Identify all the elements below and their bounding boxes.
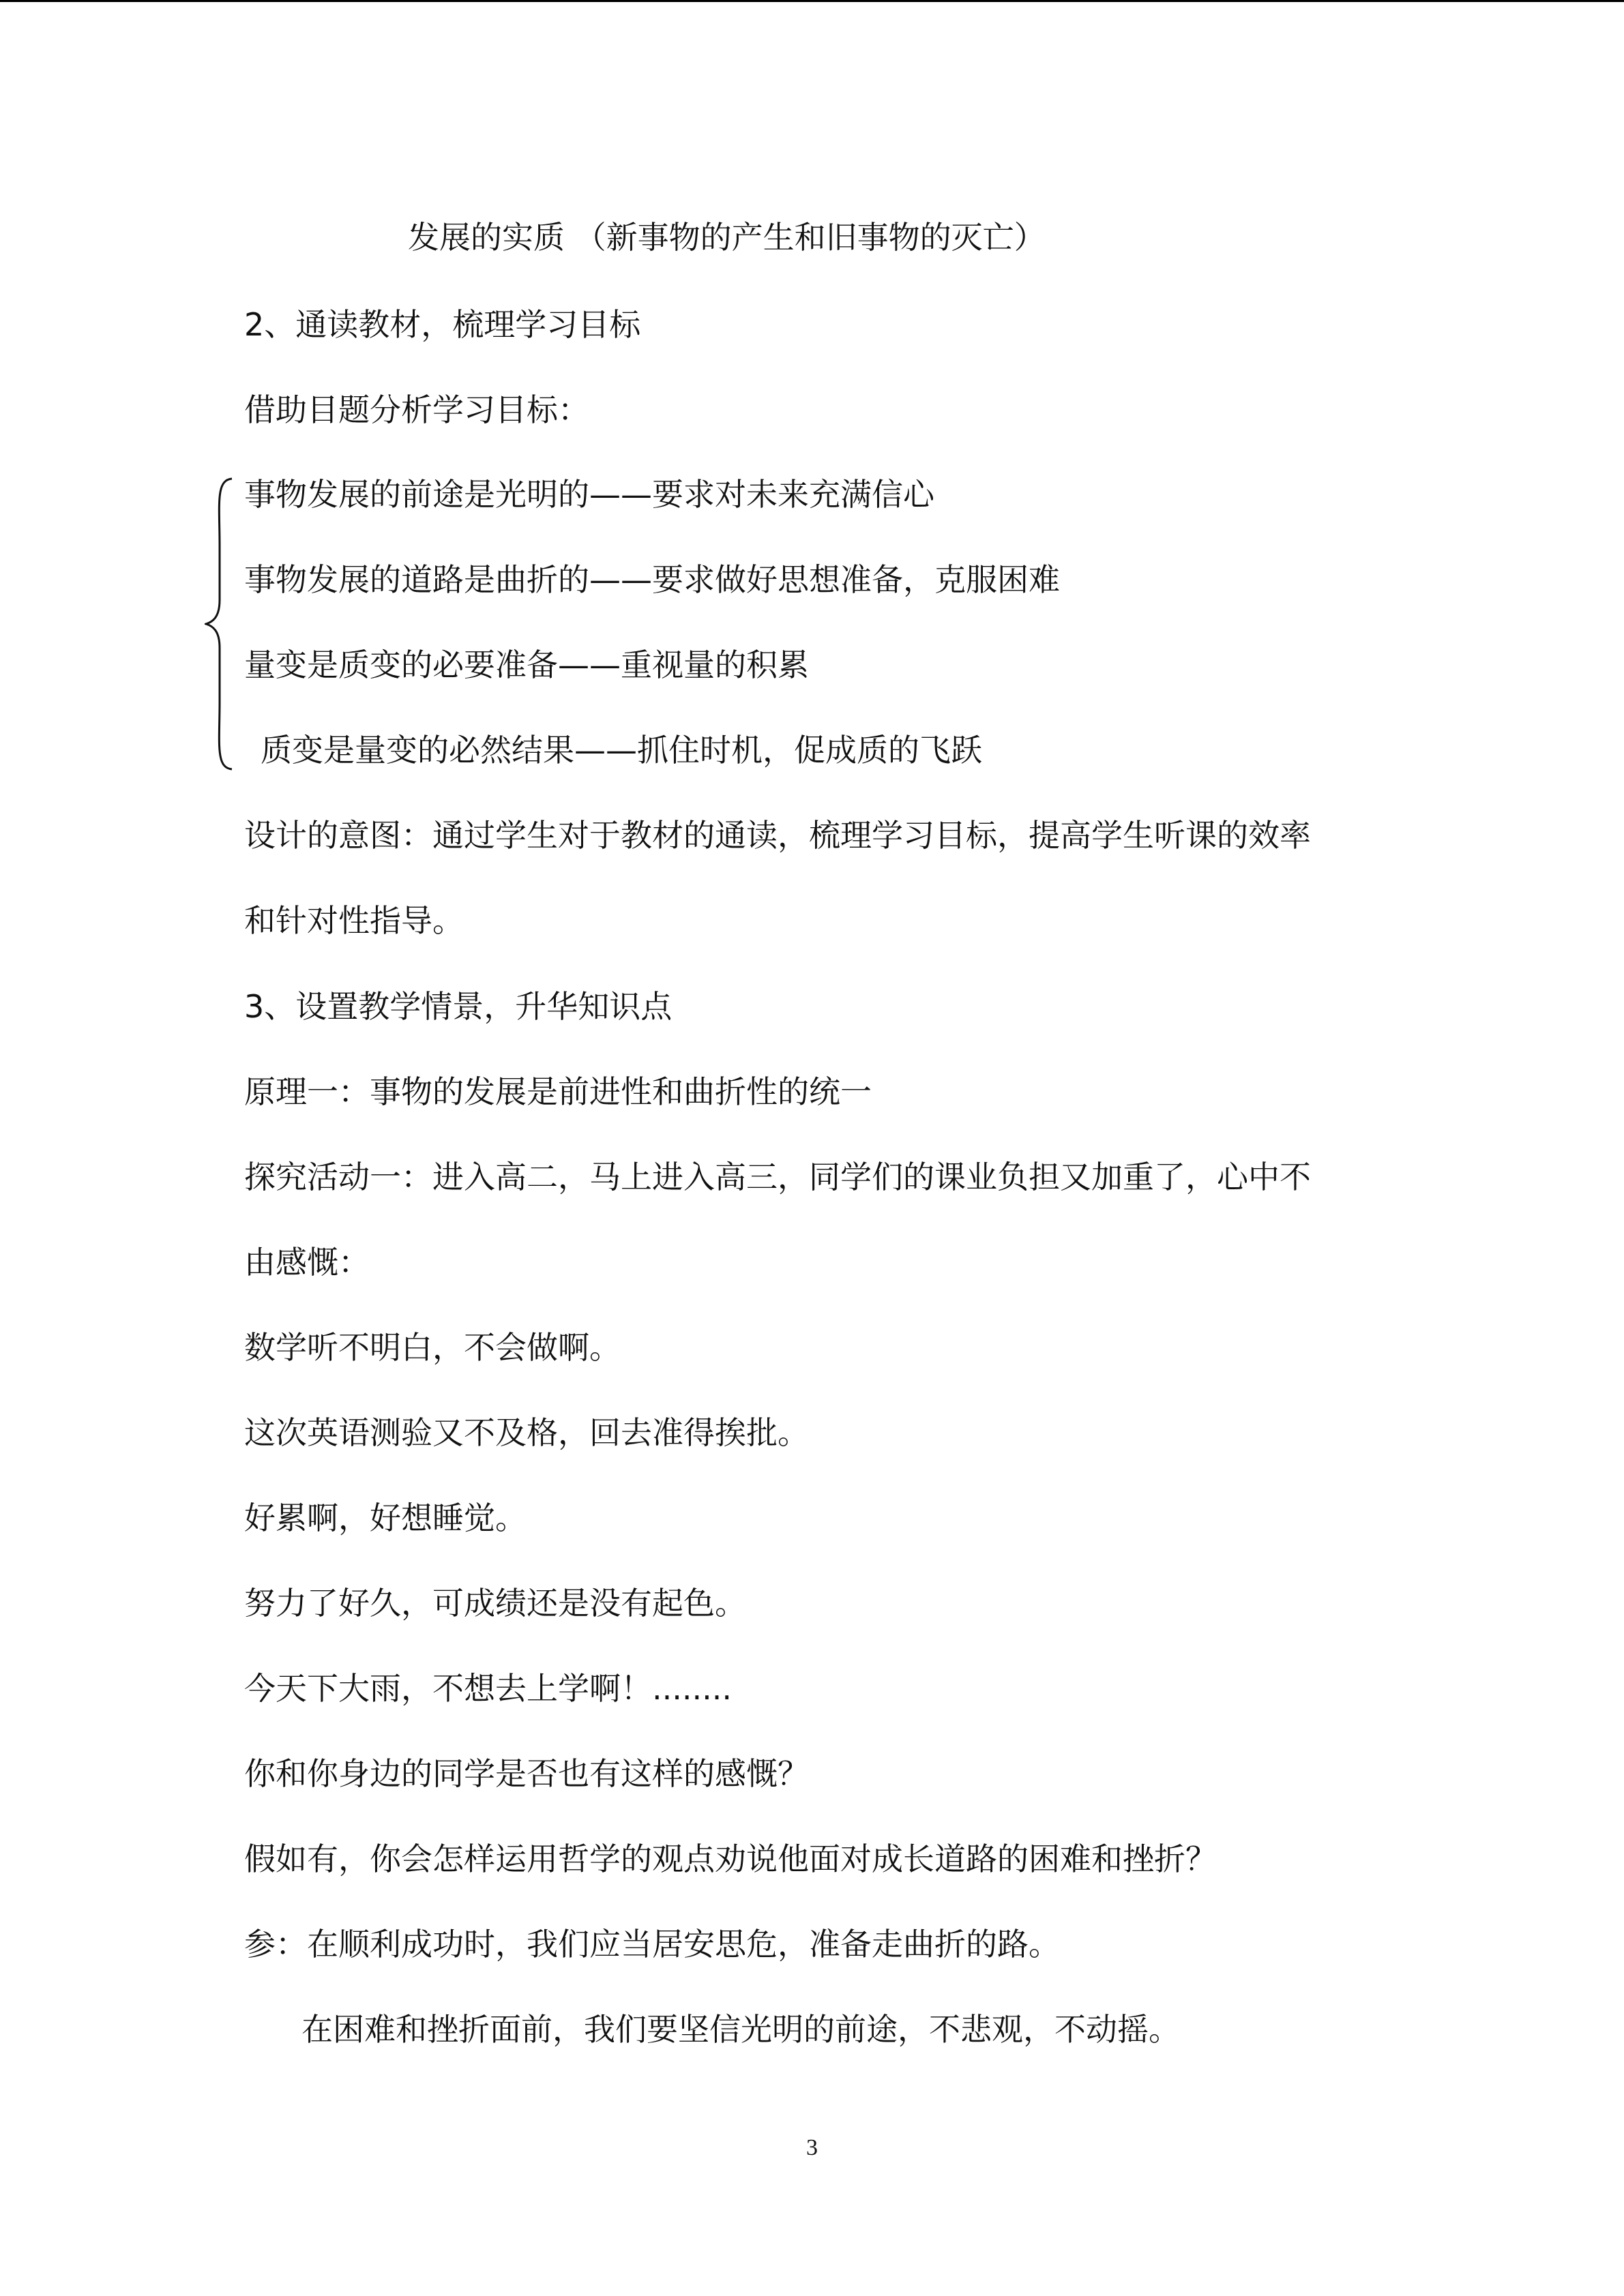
student-quote: 今天下大雨，不想去上学啊！........: [244, 1670, 732, 1707]
goal-item: 质变是量变的必然结果——抓住时机，促成质的飞跃: [261, 732, 982, 769]
section-3-heading: 3、设置教学情景，升华知识点: [244, 988, 673, 1025]
answer-line-2: 在困难和挫折面前，我们要坚信光明的前途，不悲观，不动摇。: [301, 2011, 1180, 2048]
question-2: 假如有，你会怎样运用哲学的观点劝说他面对成长道路的困难和挫折？: [244, 1840, 1217, 1877]
student-quote: 努力了好久，可成绩还是没有起色。: [244, 1585, 746, 1622]
activity-1-line-2: 由感慨：: [244, 1244, 370, 1281]
goal-item: 事物发展的前途是光明的——要求对未来充满信心: [244, 476, 934, 513]
question-1: 你和你身边的同学是否也有这样的感慨？: [244, 1755, 809, 1792]
section-2-heading: 2、通读教材，梳理学习目标: [244, 306, 641, 343]
document-title: 发展的实质 （新事物的产生和旧事物的灭亡）: [408, 219, 1046, 256]
activity-1-line-1: 探究活动一：进入高二，马上进入高三，同学们的课业负担又加重了，心中不: [244, 1159, 1311, 1195]
page-top-border: [0, 0, 1624, 2]
goal-item: 事物发展的道路是曲折的——要求做好思想准备，克服困难: [244, 561, 1060, 598]
student-quote: 这次英语测验又不及格，回去准得挨批。: [244, 1414, 809, 1451]
design-intent-line-2: 和针对性指导。: [244, 902, 464, 939]
page-number: 3: [806, 2135, 818, 2160]
student-quote: 数学听不明白，不会做啊。: [244, 1329, 621, 1366]
answer-line-1: 参：在顺利成功时，我们应当居安思危，准备走曲折的路。: [244, 1926, 1060, 1963]
design-intent-line-1: 设计的意图：通过学生对于教材的通读，梳理学习目标，提高学生听课的效率: [244, 817, 1311, 854]
student-quote: 好累啊，好想睡觉。: [244, 1500, 527, 1536]
principle-1: 原理一：事物的发展是前进性和曲折性的统一: [244, 1073, 872, 1110]
left-curly-brace: [205, 477, 235, 771]
section-2-intro: 借助目题分析学习目标：: [244, 391, 589, 428]
goal-item: 量变是质变的必要准备——重视量的积累: [244, 646, 809, 683]
